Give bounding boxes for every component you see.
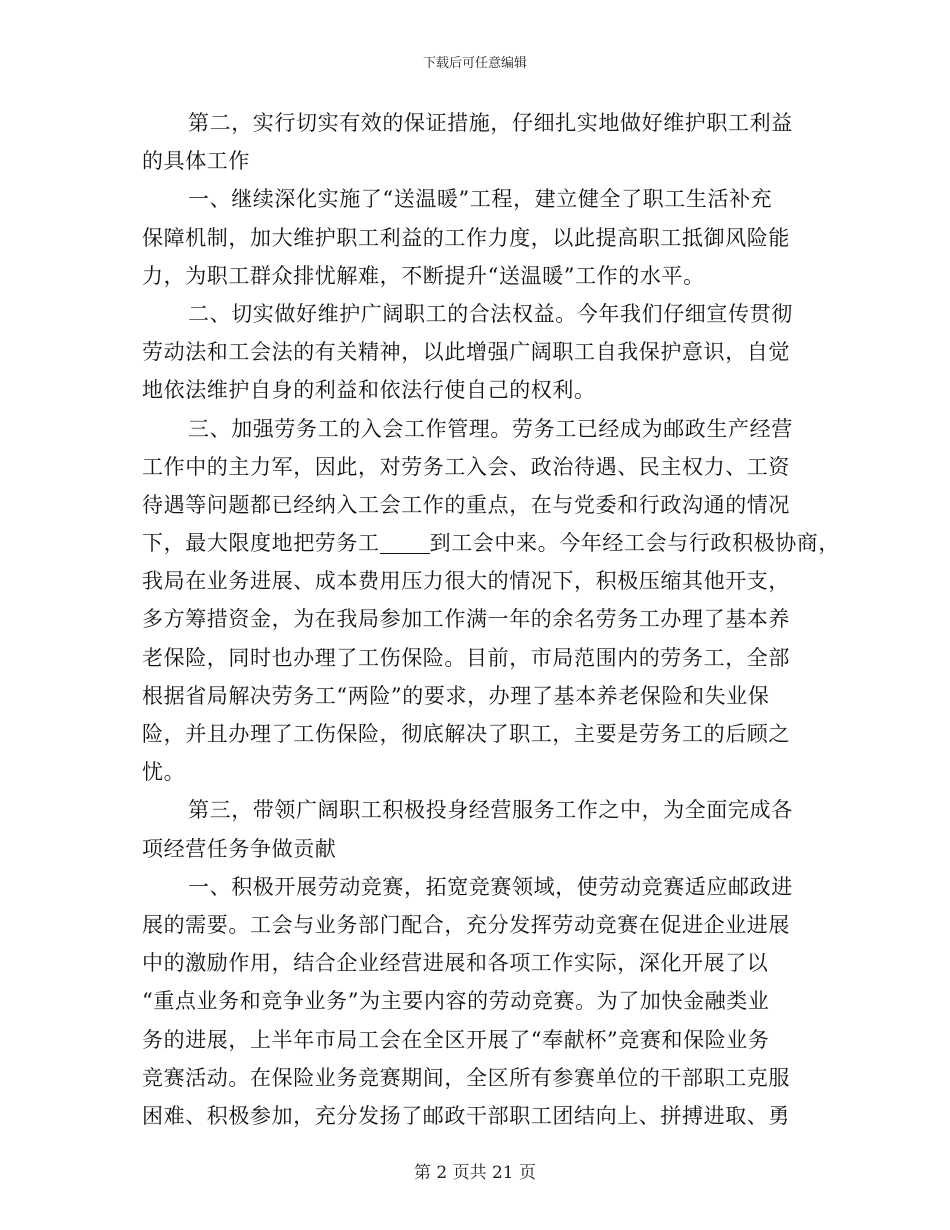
body-line: 劳动法和工会法的有关精神，以此增强广阔职工自我保护意识，自觉 (142, 340, 790, 365)
body-line: 务的进展，上半年市局工会在全区开展了“奉献杯”竞赛和保险业务 (142, 1027, 770, 1052)
body-line: 老保险，同时也办理了工伤保险。目前，市局范围内的劳务工，全部 (142, 645, 790, 670)
body-line: 项经营任务争做贡献 (142, 836, 337, 861)
body-line: 险，并且办理了工伤保险，彻底解决了职工，主要是劳务工的后顾之 (142, 722, 790, 746)
body-line: 三、加强劳务工的入会工作管理。劳务工已经成为邮政生产经营 (188, 416, 793, 441)
body-line: 地依法维护自身的利益和依法行使自己的权利。 (142, 378, 596, 403)
document-body (142, 104, 841, 1135)
body-line: 保障机制，加大维护职工利益的工作力度，以此提高职工抵御风险能 (142, 225, 790, 250)
line-text-before-blank: 下，最大限度地把劳务工 (142, 531, 380, 556)
body-line: 力，为职工群众排忧解难，不断提升“送温暖”工作的水平。 (142, 263, 705, 288)
body-line: 工作中的主力军，因此，对劳务工入会、政治待遇、民主权力、工资 (142, 454, 790, 479)
body-line: 中的激励作用，结合企业经营进展和各项工作实际，深化开展了以 (142, 951, 769, 976)
body-line: 第三，带领广阔职工积极投身经营服务工作之中，为全面完成各 (188, 798, 793, 823)
body-line: 困难、积极参加，充分发扬了邮政干部职工团结向上、拼搏进取、勇 (142, 1103, 790, 1128)
body-line: 一、继续深化实施了“送温暖”工程，建立健全了职工生活补充 (188, 187, 773, 212)
body-line: 我局在业务进展、成本费用压力很大的情况下，积极压缩其他开支， (142, 569, 790, 594)
body-line: 一、积极开展劳动竞赛，拓宽竞赛领域，使劳动竞赛适应邮政进 (188, 874, 793, 899)
page-number-footer: 第 2 页共 21 页 (413, 1163, 537, 1183)
body-line: 第二，实行切实有效的保证措施，仔细扎实地做好维护职工利益 (188, 111, 793, 135)
body-line: 二、切实做好维护广阔职工的合法权益。今年我们仔细宣传贯彻 (188, 301, 793, 326)
line-text-after-blank: 到工会中来。今年经工会与行政积极协商， (429, 531, 841, 556)
body-line: 忧。 (142, 760, 186, 785)
body-line: “重点业务和竞争业务”为主要内容的劳动竞赛。为了加快金融类业 (142, 989, 770, 1014)
page-header: 下载后可任意编辑 (422, 56, 527, 71)
body-line: 展的需要。工会与业务部门配合，充分发挥劳动竞赛在促进企业进展 (142, 912, 790, 937)
body-line-with-blank (142, 524, 841, 562)
body-line: 的具体工作 (142, 149, 250, 174)
fill-in-blank (380, 551, 430, 554)
body-line: 待遇等问题都已经纳入工会工作的重点，在与党委和行政沟通的情况 (142, 492, 790, 517)
body-line: 竞赛活动。在保险业务竞赛期间，全区所有参赛单位的干部职工克服 (142, 1065, 790, 1090)
body-line: 根据省局解决劳务工“两险”的要求，办理了基本养老保险和失业保 (142, 683, 770, 708)
body-line: 多方筹措资金，为在我局参加工作满一年的余名劳务工办理了基本养 (142, 607, 790, 632)
